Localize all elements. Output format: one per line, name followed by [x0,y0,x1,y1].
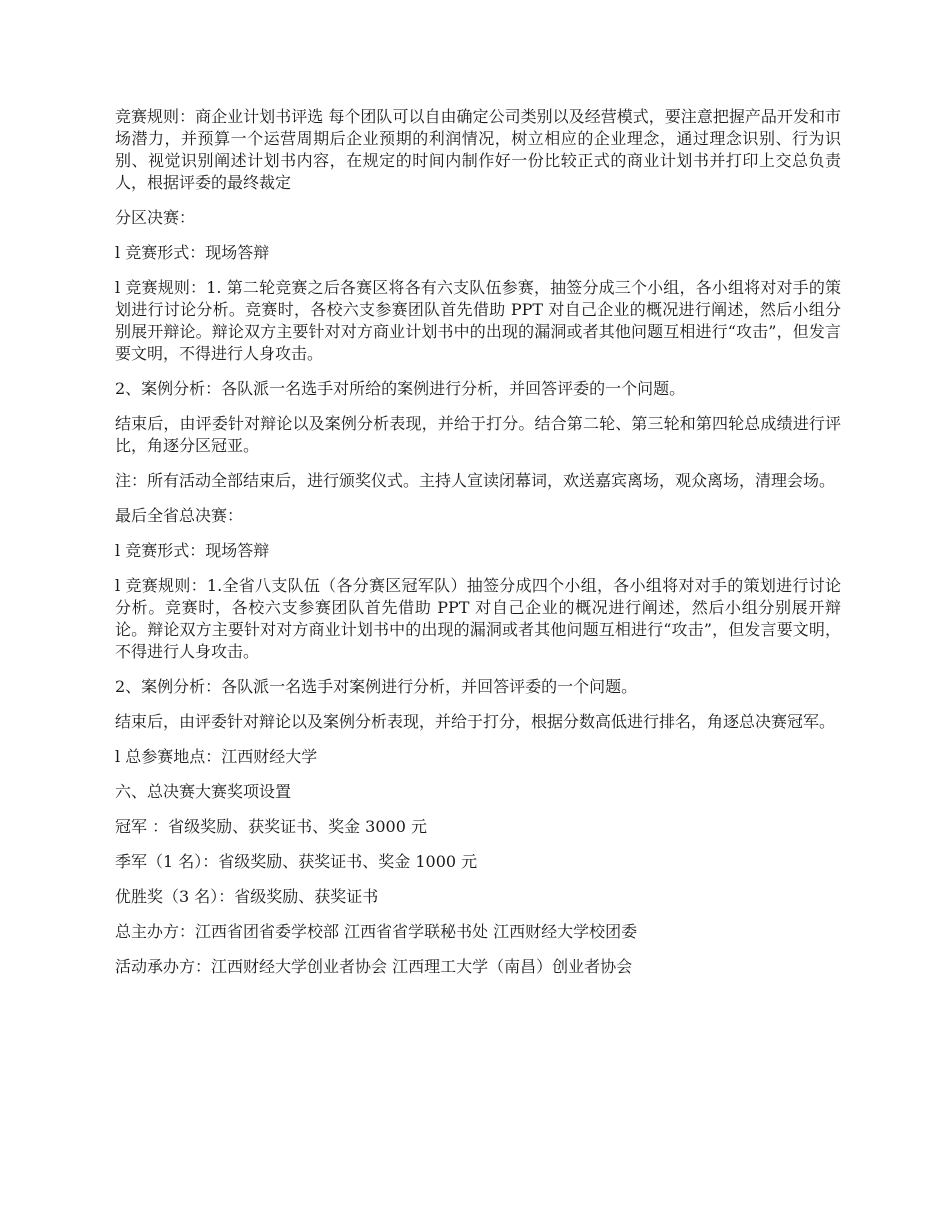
document-page [115,106,841,991]
heading-awards: 六、总决赛大赛奖项设置 [115,782,292,801]
paragraph-competition-rules-intro: 竞赛规则：商企业计划书评选 每个团队可以自由确定公司类别以及经营模式，要注意把握产品开发和市场潜力，并预算一个运营周期后企业预期的利润情况，树立相应的企业理念，通过理念识别、行为识别、视觉识别阐述计划书内容，在规定的时间内制作好一份比较正式的商业计划书并打印上交总负责人，根据评委的最终裁定 [115,107,841,192]
paragraph-regional-format: l 竞赛形式：现场答辩 [115,243,270,262]
paragraph-regional-case-analysis: 2、案例分析：各队派一名选手对所给的案例进行分析，并回答评委的一个问题。 [115,379,686,398]
paragraph-organizers: 总主办方：江西省团省委学校部 江西省省学联秘书处 江西财经大学校团委 [115,922,638,941]
paragraph-provincial-scoring: 结束后，由评委针对辩论以及案例分析表现，并给于打分，根据分数高低进行排名，角逐总决赛冠军。 [115,712,836,731]
paragraph-provincial-rules: l 竞赛规则：1.全省八支队伍（各分赛区冠军队）抽签分成四个小组，各小组将对对手的策划进行讨论分析。竞赛时，各校六支参赛团队首先借助 PPT 对自己企业的概况进行阐述，然后小组分别展开辩论。辩论双方主要针对对方商业计划书中的出现的漏洞或者其他问题互相进行“攻击”，但发言要文明，不得进行人身攻击。 [115,576,841,661]
paragraph-regional-scoring: 结束后，由评委针对辩论以及案例分析表现，并给于打分。结合第二轮、第三轮和第四轮总成绩进行评比，角逐分区冠亚。 [115,414,841,455]
paragraph-provincial-case-analysis: 2、案例分析：各队派一名选手对案例进行分析，并回答评委的一个问题。 [115,677,638,696]
paragraph-award-third-place: 季军（1 名）：省级奖励、获奖证书、奖金 1000 元 [115,852,478,871]
paragraph-award-champion: 冠军 ：省级奖励、获奖证书、奖金 3000 元 [115,817,427,836]
paragraph-provincial-format: l 竞赛形式：现场答辩 [115,541,270,560]
paragraph-regional-rules: l 竞赛规则：1. 第二轮竞赛之后各赛区将各有六支队伍参赛，抽签分成三个小组，各小组将对对手的策划进行讨论分析。竞赛时，各校六支参赛团队首先借助 PPT 对自己企业的概况进行阐述，然后小组分别展开辩论。辩论双方主要针对对方商业计划书中的出现的漏洞或者其他问题互相进行“攻击”，但发言要文明，不得进行人身攻击。 [115,278,841,363]
paragraph-award-excellence: 优胜奖（3 名）：省级奖励、获奖证书 [115,887,379,906]
heading-regional-finals: 分区决赛： [115,208,196,227]
paragraph-co-organizers: 活动承办方：江西财经大学创业者协会 江西理工大学（南昌）创业者协会 [115,957,633,976]
heading-provincial-finals: 最后全省总决赛： [115,506,244,525]
paragraph-venue: l 总参赛地点：江西财经大学 [115,747,318,766]
paragraph-note: 注：所有活动全部结束后，进行颁奖仪式。主持人宣读闭幕词，欢送嘉宾离场，观众离场，清理会场。 [115,471,836,490]
